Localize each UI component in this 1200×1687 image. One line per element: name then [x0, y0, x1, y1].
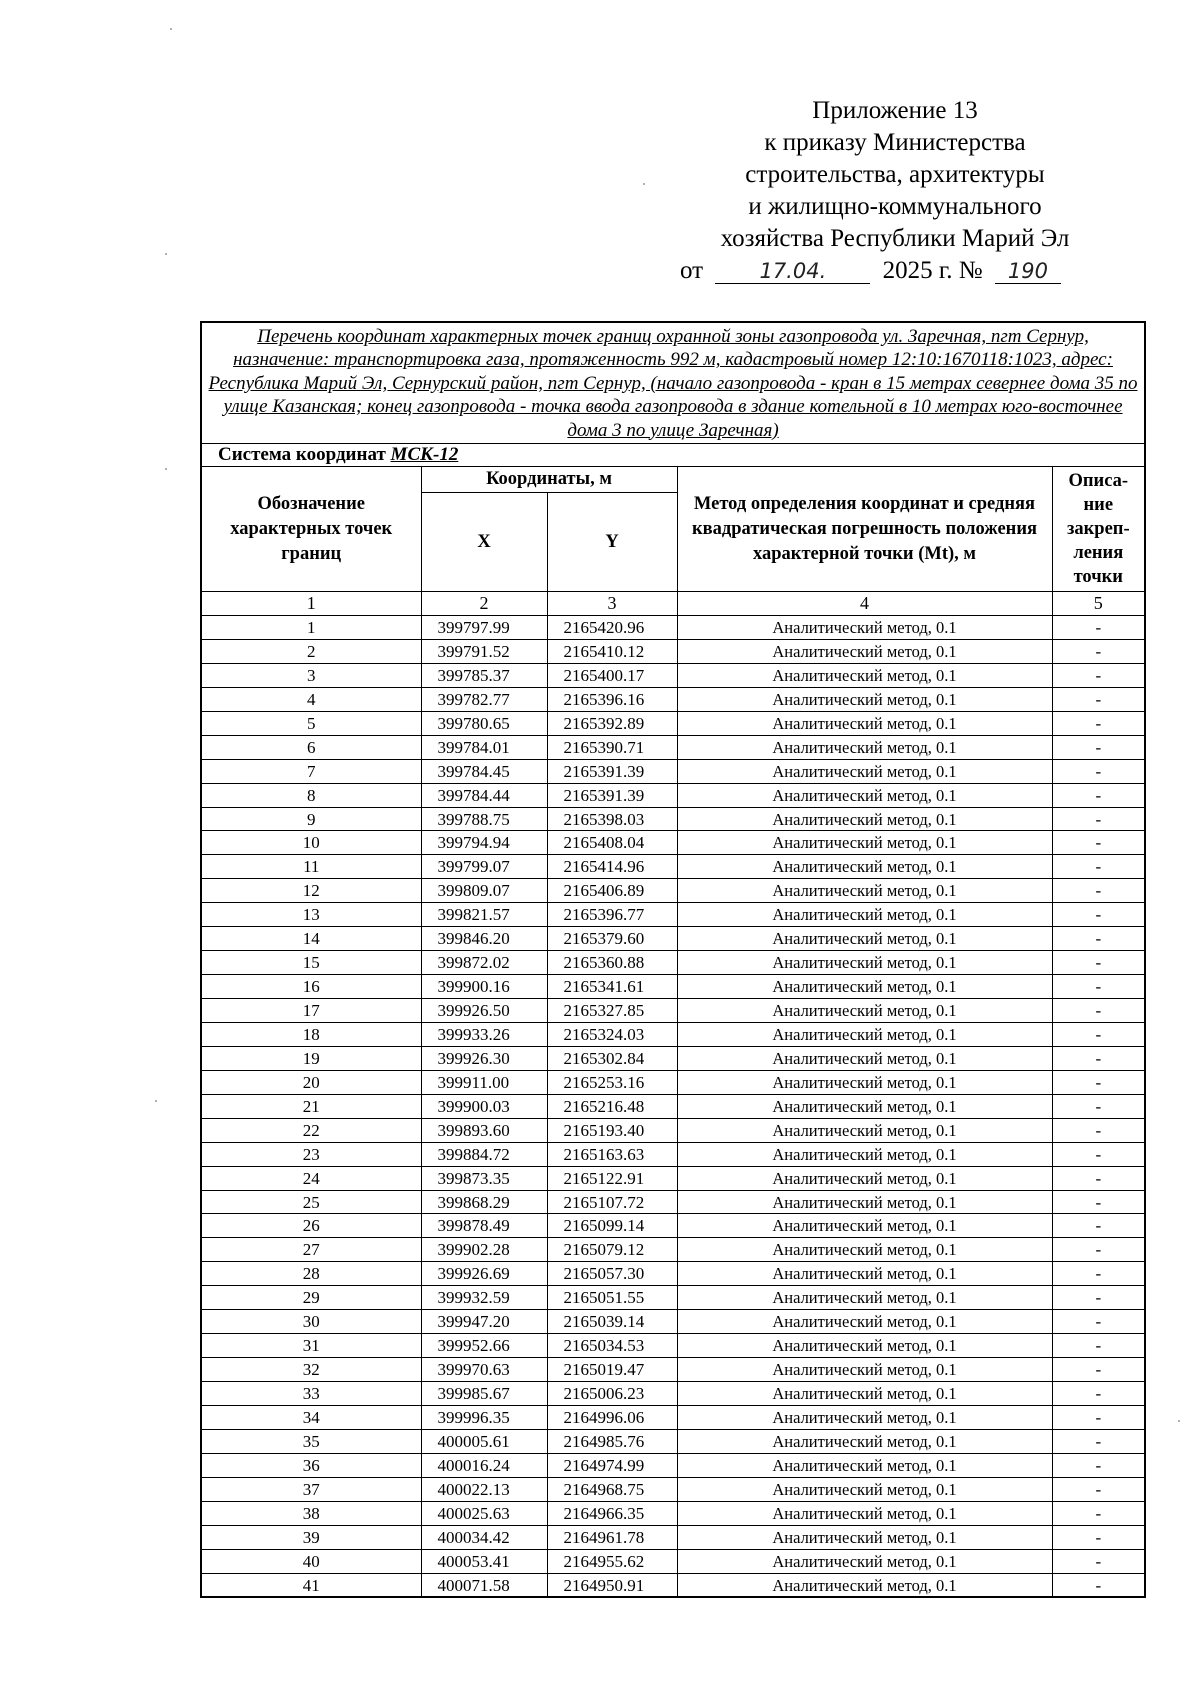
table-row: [201, 1262, 1145, 1286]
coord-y: 2164966.35: [547, 1501, 677, 1525]
coord-x: 399794.94: [421, 831, 547, 855]
fixation-description: -: [1052, 1046, 1145, 1070]
caption-row: [201, 322, 1145, 444]
appendix-line: хозяйства Республики Марий Эл: [720, 225, 1070, 252]
coord-y: 2165391.39: [547, 759, 677, 783]
method: Аналитический метод, 0.1: [677, 616, 1052, 640]
table-row: [201, 879, 1145, 903]
point-number: 37: [201, 1477, 421, 1501]
fixation-description: -: [1052, 1453, 1145, 1477]
point-number: 29: [201, 1286, 421, 1310]
point-number: 21: [201, 1094, 421, 1118]
point-number: 14: [201, 927, 421, 951]
method: Аналитический метод, 0.1: [677, 711, 1052, 735]
coord-x: 399947.20: [421, 1310, 547, 1334]
coord-y: 2165408.04: [547, 831, 677, 855]
coord-x: 399782.77: [421, 687, 547, 711]
header-description: Описа-ние закреп-ления точки: [1052, 467, 1145, 592]
appendix-title: Приложение 13: [812, 97, 978, 124]
coord-x: 399846.20: [421, 927, 547, 951]
fixation-description: -: [1052, 1190, 1145, 1214]
column-number: 1: [201, 592, 421, 616]
coord-y: 2164950.91: [547, 1573, 677, 1597]
fixation-description: -: [1052, 951, 1145, 975]
header-x: X: [421, 493, 547, 592]
method: Аналитический метод, 0.1: [677, 1453, 1052, 1477]
appendix-header: [665, 95, 1125, 287]
coord-y: 2165396.77: [547, 903, 677, 927]
point-number: 11: [201, 855, 421, 879]
point-number: 9: [201, 807, 421, 831]
header-row: [201, 467, 1145, 493]
point-number: 22: [201, 1118, 421, 1142]
method: Аналитический метод, 0.1: [677, 1190, 1052, 1214]
method: Аналитический метод, 0.1: [677, 1549, 1052, 1573]
header-designation: Обозначение характерных точек границ: [201, 467, 421, 592]
table-body: [201, 616, 1145, 1598]
fixation-description: -: [1052, 1525, 1145, 1549]
coord-x: 399788.75: [421, 807, 547, 831]
coord-x: 400053.41: [421, 1549, 547, 1573]
method: Аналитический метод, 0.1: [677, 783, 1052, 807]
point-number: 12: [201, 879, 421, 903]
coordinates-table: [200, 321, 1146, 1598]
point-number: 5: [201, 711, 421, 735]
coord-x: 400022.13: [421, 1477, 547, 1501]
scan-speck: [643, 183, 645, 185]
fixation-description: -: [1052, 1549, 1145, 1573]
method: Аналитический метод, 0.1: [677, 831, 1052, 855]
coord-y: 2165019.47: [547, 1358, 677, 1382]
coord-x: 399821.57: [421, 903, 547, 927]
column-number-row: [201, 592, 1145, 616]
coord-y: 2165341.61: [547, 975, 677, 999]
coord-y: 2165379.60: [547, 927, 677, 951]
coordinate-system: [201, 444, 1145, 467]
method: Аналитический метод, 0.1: [677, 1286, 1052, 1310]
coord-y: 2165327.85: [547, 999, 677, 1023]
header-coordinates: Координаты, м: [421, 467, 677, 493]
method: Аналитический метод, 0.1: [677, 1166, 1052, 1190]
point-number: 40: [201, 1549, 421, 1573]
table-row: [201, 1046, 1145, 1070]
fixation-description: -: [1052, 1118, 1145, 1142]
point-number: 4: [201, 687, 421, 711]
table-row: [201, 1358, 1145, 1382]
fixation-description: -: [1052, 783, 1145, 807]
coord-y: 2165107.72: [547, 1190, 677, 1214]
fixation-description: -: [1052, 1094, 1145, 1118]
table-row: [201, 1334, 1145, 1358]
point-number: 18: [201, 1022, 421, 1046]
scan-speck: [165, 253, 167, 255]
coord-x: 400025.63: [421, 1501, 547, 1525]
table-row: [201, 1118, 1145, 1142]
table-row: [201, 1070, 1145, 1094]
fixation-description: -: [1052, 831, 1145, 855]
fixation-description: -: [1052, 975, 1145, 999]
fixation-description: -: [1052, 999, 1145, 1023]
coord-y: 2165396.16: [547, 687, 677, 711]
coord-y: 2165360.88: [547, 951, 677, 975]
coord-y: 2165253.16: [547, 1070, 677, 1094]
table-row: [201, 1142, 1145, 1166]
column-number: 5: [1052, 592, 1145, 616]
coord-x: 400016.24: [421, 1453, 547, 1477]
coordinate-system-value: МСК-12: [390, 444, 459, 466]
fixation-description: -: [1052, 663, 1145, 687]
point-number: 39: [201, 1525, 421, 1549]
coord-y: 2165410.12: [547, 639, 677, 663]
method: Аналитический метод, 0.1: [677, 1238, 1052, 1262]
method: Аналитический метод, 0.1: [677, 999, 1052, 1023]
handwritten-number: 190: [995, 259, 1061, 284]
coord-y: 2165193.40: [547, 1118, 677, 1142]
table-row: [201, 831, 1145, 855]
point-number: 13: [201, 903, 421, 927]
coord-x: 400005.61: [421, 1429, 547, 1453]
table-row: [201, 1214, 1145, 1238]
coord-y: 2165302.84: [547, 1046, 677, 1070]
coord-y: 2165099.14: [547, 1214, 677, 1238]
method: Аналитический метод, 0.1: [677, 1334, 1052, 1358]
coord-y: 2164961.78: [547, 1525, 677, 1549]
appendix-line: к приказу Министерства: [764, 129, 1026, 156]
point-number: 20: [201, 1070, 421, 1094]
method: Аналитический метод, 0.1: [677, 1525, 1052, 1549]
table-row: [201, 1286, 1145, 1310]
method: Аналитический метод, 0.1: [677, 1262, 1052, 1286]
point-number: 36: [201, 1453, 421, 1477]
order-date-line: [665, 255, 1125, 287]
fixation-description: -: [1052, 1286, 1145, 1310]
point-number: 38: [201, 1501, 421, 1525]
point-number: 3: [201, 663, 421, 687]
handwritten-date: 17.04.: [715, 259, 870, 284]
coord-x: 399873.35: [421, 1166, 547, 1190]
fixation-description: -: [1052, 1262, 1145, 1286]
appendix-line: строительства, архитектуры: [745, 161, 1045, 188]
coord-y: 2165406.89: [547, 879, 677, 903]
fixation-description: -: [1052, 927, 1145, 951]
fixation-description: -: [1052, 735, 1145, 759]
scan-speck: [170, 28, 172, 30]
fixation-description: -: [1052, 1477, 1145, 1501]
method: Аналитический метод, 0.1: [677, 1118, 1052, 1142]
table-caption: Перечень координат характерных точек границ охранной зоны газопровода ул. Заречная, пгт Сернур, назначение: транспортировка газа, протяженность 992 м, кадастровый номер 12:10:1670118:1023, адрес: Республика Марий Эл, Сернурский район, пгт Сернур, (начало газопровода - кран в 15 метрах севернее дома 35 по улице Казанская; конец газопровода - точка ввода газопровода в здание котельной в 10 метрах юго-восточнее дома 3 по улице Заречная): [201, 322, 1145, 444]
fixation-description: -: [1052, 616, 1145, 640]
coord-y: 2164996.06: [547, 1405, 677, 1429]
coord-x: 400034.42: [421, 1525, 547, 1549]
table-row: [201, 1382, 1145, 1406]
table-row: [201, 616, 1145, 640]
coord-y: 2165122.91: [547, 1166, 677, 1190]
method: Аналитический метод, 0.1: [677, 759, 1052, 783]
fixation-description: -: [1052, 1382, 1145, 1406]
appendix-line: и жилищно-коммунального: [748, 193, 1042, 220]
coord-x: 399878.49: [421, 1214, 547, 1238]
table-row: [201, 927, 1145, 951]
fixation-description: -: [1052, 1358, 1145, 1382]
point-number: 24: [201, 1166, 421, 1190]
coord-x: 399780.65: [421, 711, 547, 735]
fixation-description: -: [1052, 1214, 1145, 1238]
table-row: [201, 1525, 1145, 1549]
coord-y: 2165414.96: [547, 855, 677, 879]
coord-y: 2165390.71: [547, 735, 677, 759]
coord-x: 399932.59: [421, 1286, 547, 1310]
coord-y: 2164974.99: [547, 1453, 677, 1477]
fixation-description: -: [1052, 1142, 1145, 1166]
point-number: 19: [201, 1046, 421, 1070]
method: Аналитический метод, 0.1: [677, 927, 1052, 951]
method: Аналитический метод, 0.1: [677, 879, 1052, 903]
fixation-description: -: [1052, 1429, 1145, 1453]
method: Аналитический метод, 0.1: [677, 1501, 1052, 1525]
coord-x: 399784.44: [421, 783, 547, 807]
fixation-description: -: [1052, 1070, 1145, 1094]
coord-y: 2165006.23: [547, 1382, 677, 1406]
coord-y: 2165079.12: [547, 1238, 677, 1262]
table-row: [201, 1190, 1145, 1214]
method: Аналитический метод, 0.1: [677, 639, 1052, 663]
coord-x: 399784.45: [421, 759, 547, 783]
fixation-description: -: [1052, 903, 1145, 927]
coord-x: 399785.37: [421, 663, 547, 687]
fixation-description: -: [1052, 1022, 1145, 1046]
table-row: [201, 639, 1145, 663]
coord-x: 399911.00: [421, 1070, 547, 1094]
coord-x: 400071.58: [421, 1573, 547, 1597]
year-and-number-label: 2025 г. №: [882, 257, 983, 284]
table-row: [201, 663, 1145, 687]
fixation-description: -: [1052, 1573, 1145, 1597]
point-number: 17: [201, 999, 421, 1023]
table-row: [201, 711, 1145, 735]
coord-x: 399784.01: [421, 735, 547, 759]
method: Аналитический метод, 0.1: [677, 951, 1052, 975]
coord-x: 399933.26: [421, 1022, 547, 1046]
coord-x: 399926.50: [421, 999, 547, 1023]
fixation-description: -: [1052, 1501, 1145, 1525]
coord-x: 399884.72: [421, 1142, 547, 1166]
fixation-description: -: [1052, 879, 1145, 903]
table-row: [201, 1477, 1145, 1501]
method: Аналитический метод, 0.1: [677, 1046, 1052, 1070]
method: Аналитический метод, 0.1: [677, 687, 1052, 711]
fixation-description: -: [1052, 1334, 1145, 1358]
table-row: [201, 951, 1145, 975]
table-row: [201, 1022, 1145, 1046]
method: Аналитический метод, 0.1: [677, 903, 1052, 927]
table-row: [201, 1166, 1145, 1190]
coord-x: 399900.16: [421, 975, 547, 999]
table-row: [201, 1573, 1145, 1597]
coordinate-system-row: [201, 444, 1145, 467]
scan-speck: [155, 1100, 157, 1102]
coord-x: 399872.02: [421, 951, 547, 975]
coord-x: 399809.07: [421, 879, 547, 903]
coord-y: 2165034.53: [547, 1334, 677, 1358]
table-row: [201, 999, 1145, 1023]
method: Аналитический метод, 0.1: [677, 663, 1052, 687]
point-number: 32: [201, 1358, 421, 1382]
table-row: [201, 1310, 1145, 1334]
coord-y: 2165392.89: [547, 711, 677, 735]
table-row: [201, 1549, 1145, 1573]
table-row: [201, 807, 1145, 831]
column-number: 2: [421, 592, 547, 616]
coord-x: 399791.52: [421, 639, 547, 663]
table-row: [201, 855, 1145, 879]
table-row: [201, 1405, 1145, 1429]
point-number: 16: [201, 975, 421, 999]
coord-y: 2164985.76: [547, 1429, 677, 1453]
method: Аналитический метод, 0.1: [677, 975, 1052, 999]
point-number: 41: [201, 1573, 421, 1597]
date-prefix: от: [680, 257, 704, 284]
coord-y: 2164968.75: [547, 1477, 677, 1501]
fixation-description: -: [1052, 855, 1145, 879]
coord-y: 2165039.14: [547, 1310, 677, 1334]
table-row: [201, 687, 1145, 711]
coord-x: 399799.07: [421, 855, 547, 879]
point-number: 7: [201, 759, 421, 783]
method: Аналитический метод, 0.1: [677, 735, 1052, 759]
method: Аналитический метод, 0.1: [677, 1022, 1052, 1046]
coord-y: 2165398.03: [547, 807, 677, 831]
method: Аналитический метод, 0.1: [677, 1405, 1052, 1429]
coord-x: 399926.30: [421, 1046, 547, 1070]
header-method: Метод определения координат и средняя квадратическая погрешность положения характерной точки (Mt), м: [677, 467, 1052, 592]
method: Аналитический метод, 0.1: [677, 1070, 1052, 1094]
coord-x: 399900.03: [421, 1094, 547, 1118]
coord-y: 2165216.48: [547, 1094, 677, 1118]
fixation-description: -: [1052, 807, 1145, 831]
table-row: [201, 1453, 1145, 1477]
method: Аналитический метод, 0.1: [677, 1214, 1052, 1238]
coord-x: 399985.67: [421, 1382, 547, 1406]
coord-x: 399926.69: [421, 1262, 547, 1286]
method: Аналитический метод, 0.1: [677, 807, 1052, 831]
coord-x: 399952.66: [421, 1334, 547, 1358]
table-row: [201, 735, 1145, 759]
point-number: 23: [201, 1142, 421, 1166]
fixation-description: -: [1052, 639, 1145, 663]
point-number: 31: [201, 1334, 421, 1358]
coord-y: 2165324.03: [547, 1022, 677, 1046]
point-number: 8: [201, 783, 421, 807]
fixation-description: -: [1052, 759, 1145, 783]
scan-speck: [1178, 1420, 1180, 1422]
point-number: 33: [201, 1382, 421, 1406]
coord-x: 399868.29: [421, 1190, 547, 1214]
method: Аналитический метод, 0.1: [677, 1358, 1052, 1382]
coordinate-system-label: Система координат: [218, 444, 386, 466]
coord-x: 399970.63: [421, 1358, 547, 1382]
fixation-description: -: [1052, 687, 1145, 711]
coord-y: 2165051.55: [547, 1286, 677, 1310]
point-number: 27: [201, 1238, 421, 1262]
coord-x: 399893.60: [421, 1118, 547, 1142]
coord-y: 2165420.96: [547, 616, 677, 640]
table-row: [201, 759, 1145, 783]
column-number: 4: [677, 592, 1052, 616]
coord-x: 399797.99: [421, 616, 547, 640]
point-number: 34: [201, 1405, 421, 1429]
point-number: 35: [201, 1429, 421, 1453]
point-number: 25: [201, 1190, 421, 1214]
point-number: 10: [201, 831, 421, 855]
table-row: [201, 1238, 1145, 1262]
method: Аналитический метод, 0.1: [677, 1477, 1052, 1501]
coord-y: 2165163.63: [547, 1142, 677, 1166]
point-number: 2: [201, 639, 421, 663]
method: Аналитический метод, 0.1: [677, 1310, 1052, 1334]
point-number: 26: [201, 1214, 421, 1238]
fixation-description: -: [1052, 1166, 1145, 1190]
table-row: [201, 1501, 1145, 1525]
fixation-description: -: [1052, 1238, 1145, 1262]
coord-y: 2165400.17: [547, 663, 677, 687]
coord-x: 399996.35: [421, 1405, 547, 1429]
method: Аналитический метод, 0.1: [677, 1382, 1052, 1406]
coord-y: 2165057.30: [547, 1262, 677, 1286]
point-number: 28: [201, 1262, 421, 1286]
method: Аналитический метод, 0.1: [677, 1573, 1052, 1597]
point-number: 30: [201, 1310, 421, 1334]
table-row: [201, 1094, 1145, 1118]
column-number: 3: [547, 592, 677, 616]
method: Аналитический метод, 0.1: [677, 1094, 1052, 1118]
fixation-description: -: [1052, 1310, 1145, 1334]
coord-y: 2165391.39: [547, 783, 677, 807]
table-row: [201, 783, 1145, 807]
fixation-description: -: [1052, 711, 1145, 735]
fixation-description: -: [1052, 1405, 1145, 1429]
method: Аналитический метод, 0.1: [677, 1429, 1052, 1453]
table-row: [201, 903, 1145, 927]
method: Аналитический метод, 0.1: [677, 1142, 1052, 1166]
point-number: 6: [201, 735, 421, 759]
coord-y: 2164955.62: [547, 1549, 677, 1573]
coord-x: 399902.28: [421, 1238, 547, 1262]
point-number: 15: [201, 951, 421, 975]
table-row: [201, 1429, 1145, 1453]
scan-speck: [165, 468, 167, 470]
header-y: Y: [547, 493, 677, 592]
table-row: [201, 975, 1145, 999]
method: Аналитический метод, 0.1: [677, 855, 1052, 879]
point-number: 1: [201, 616, 421, 640]
